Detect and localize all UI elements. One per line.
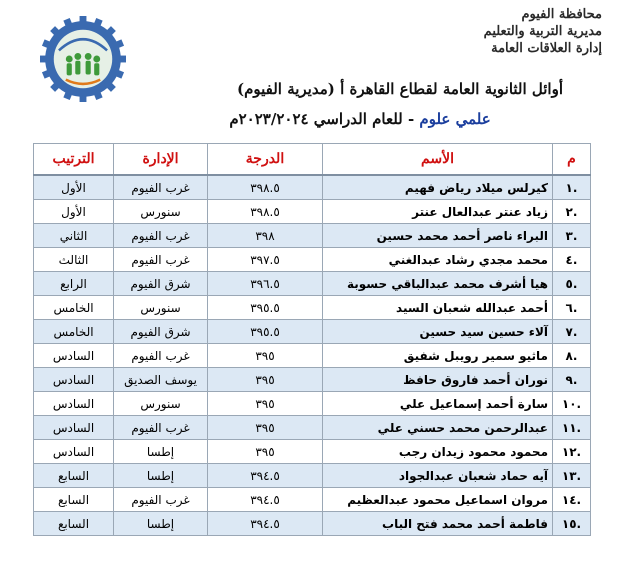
row-number: .٦: [553, 296, 591, 320]
organization-header: [484, 6, 602, 57]
student-rank: الخامس: [34, 320, 114, 344]
results-table-container: [33, 143, 590, 536]
table-row: [34, 416, 591, 440]
column-header-score: الدرجة: [208, 144, 323, 176]
student-name: هيا أشرف محمد عبدالباقي حسوبة: [323, 272, 553, 296]
student-administration: غرب الفيوم: [114, 416, 208, 440]
student-name: فاطمة أحمد محمد فتح الباب: [323, 512, 553, 536]
document-subtitle: [200, 110, 520, 128]
student-rank: السادس: [34, 392, 114, 416]
student-name: آلاء حسين سيد حسين: [323, 320, 553, 344]
student-administration: سنورس: [114, 200, 208, 224]
student-rank: الثالث: [34, 248, 114, 272]
student-name: عبدالرحمن محمد حسني علي: [323, 416, 553, 440]
student-name: آيه حماد شعبان عبدالجواد: [323, 464, 553, 488]
table-row: [34, 440, 591, 464]
student-name: أحمد عبدالله شعبان السيد: [323, 296, 553, 320]
student-rank: السادس: [34, 416, 114, 440]
table-row: [34, 368, 591, 392]
student-rank: السابع: [34, 512, 114, 536]
governorate-line: محافظة الفيوم: [521, 7, 602, 22]
student-administration: غرب الفيوم: [114, 224, 208, 248]
student-administration: إطسا: [114, 440, 208, 464]
student-rank: السادس: [34, 368, 114, 392]
student-administration: إطسا: [114, 512, 208, 536]
student-name: كيرلس ميلاد رياض فهيم: [323, 175, 553, 200]
student-score: ٣٩٥: [208, 416, 323, 440]
column-header-administration: الإدارة: [114, 144, 208, 176]
column-header-rank: الترتيب: [34, 144, 114, 176]
student-score: ٣٩٥.٥: [208, 296, 323, 320]
row-number: .١: [553, 175, 591, 200]
student-name: مروان اسماعيل محمود عبدالعظيم: [323, 488, 553, 512]
row-number: .٢: [553, 200, 591, 224]
student-score: ٣٩٤.٥: [208, 488, 323, 512]
student-rank: الأول: [34, 200, 114, 224]
student-score: ٣٩٦.٥: [208, 272, 323, 296]
student-score: ٣٩٤.٥: [208, 512, 323, 536]
student-administration: شرق الفيوم: [114, 320, 208, 344]
row-number: .٤: [553, 248, 591, 272]
student-score: ٣٩٧.٥: [208, 248, 323, 272]
student-score: ٣٩٤.٥: [208, 464, 323, 488]
student-administration: شرق الفيوم: [114, 272, 208, 296]
department-line: إدارة العلاقات العامة: [491, 41, 602, 56]
table-header-row: [34, 144, 591, 176]
table-row: [34, 248, 591, 272]
student-name: محمود محمود زيدان رجب: [323, 440, 553, 464]
student-score: ٣٩٥: [208, 440, 323, 464]
student-administration: غرب الفيوم: [114, 488, 208, 512]
table-row: [34, 200, 591, 224]
student-name: نوران أحمد فاروق حافظ: [323, 368, 553, 392]
table-row: [34, 344, 591, 368]
row-number: .١٤: [553, 488, 591, 512]
student-administration: يوسف الصديق: [114, 368, 208, 392]
table-row: [34, 392, 591, 416]
column-header-name: الأسم: [323, 144, 553, 176]
student-rank: الأول: [34, 175, 114, 200]
column-header-number: م: [553, 144, 591, 176]
student-administration: غرب الفيوم: [114, 248, 208, 272]
row-number: .١١: [553, 416, 591, 440]
student-rank: الثاني: [34, 224, 114, 248]
student-score: ٣٩٥: [208, 392, 323, 416]
table-row: [34, 320, 591, 344]
student-rank: السابع: [34, 464, 114, 488]
student-name: سارة أحمد إسماعيل علي: [323, 392, 553, 416]
table-row: [34, 464, 591, 488]
student-rank: الرابع: [34, 272, 114, 296]
row-number: .٨: [553, 344, 591, 368]
ministry-gear-logo-icon: [40, 16, 126, 102]
document-title: أوائل الثانوية العامة لقطاع القاهرة أ (مديرية الفيوم): [236, 80, 563, 98]
student-administration: غرب الفيوم: [114, 344, 208, 368]
division-label: علمي علوم: [419, 110, 491, 128]
table-row: [34, 488, 591, 512]
student-score: ٣٩٥.٥: [208, 320, 323, 344]
row-number: .٥: [553, 272, 591, 296]
student-administration: إطسا: [114, 464, 208, 488]
student-score: ٣٩٨.٥: [208, 175, 323, 200]
row-number: .١٥: [553, 512, 591, 536]
student-score: ٣٩٨.٥: [208, 200, 323, 224]
student-rank: السابع: [34, 488, 114, 512]
student-administration: سنورس: [114, 392, 208, 416]
student-rank: السادس: [34, 344, 114, 368]
table-row: [34, 224, 591, 248]
student-name: ماثيو سمير رويبل شفيق: [323, 344, 553, 368]
results-table: [33, 143, 591, 536]
student-score: ٣٩٨: [208, 224, 323, 248]
student-score: ٣٩٥: [208, 344, 323, 368]
student-name: محمد مجدي رشاد عبدالغني: [323, 248, 553, 272]
row-number: .٧: [553, 320, 591, 344]
student-administration: غرب الفيوم: [114, 175, 208, 200]
row-number: .١٢: [553, 440, 591, 464]
student-name: البراء ناصر أحمد محمد حسين: [323, 224, 553, 248]
table-row: [34, 175, 591, 200]
row-number: .٣: [553, 224, 591, 248]
row-number: .١٠: [553, 392, 591, 416]
academic-year-label: - للعام الدراسي ٢٠٢٣/٢٠٢٤م: [229, 110, 420, 128]
table-row: [34, 272, 591, 296]
table-row: [34, 296, 591, 320]
student-score: ٣٩٥: [208, 368, 323, 392]
row-number: .٩: [553, 368, 591, 392]
directorate-line: مديرية التربية والتعليم: [483, 24, 602, 39]
student-rank: الخامس: [34, 296, 114, 320]
table-row: [34, 512, 591, 536]
row-number: .١٣: [553, 464, 591, 488]
student-name: زياد عنتر عبدالعال عنتر: [323, 200, 553, 224]
student-administration: سنورس: [114, 296, 208, 320]
student-rank: السادس: [34, 440, 114, 464]
